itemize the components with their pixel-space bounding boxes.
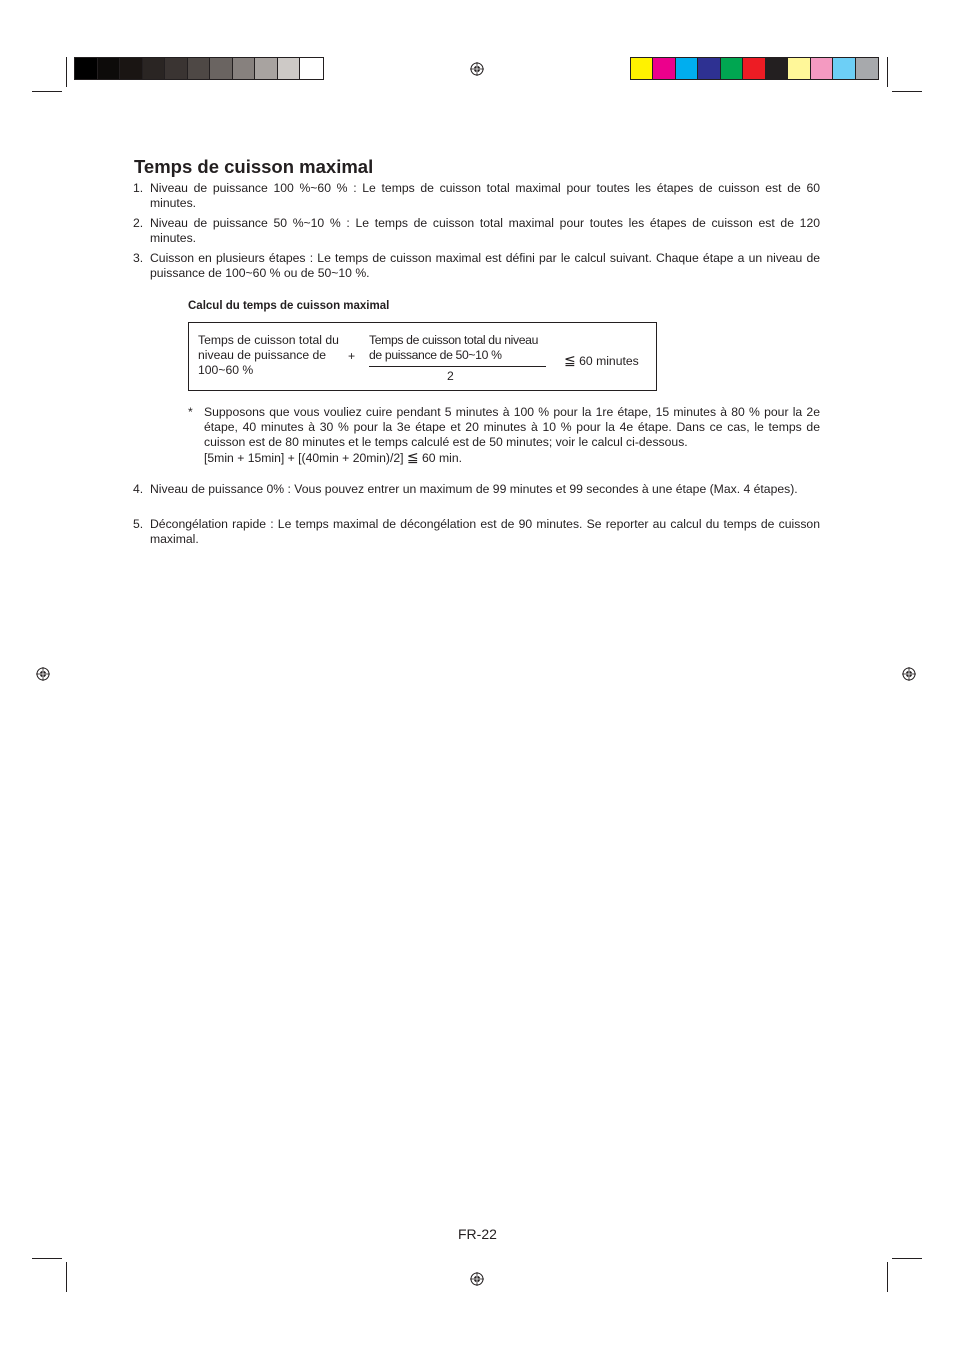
process-color-bar <box>630 57 879 80</box>
footnote-formula-result: 60 min. <box>422 451 462 465</box>
color-swatch <box>255 58 278 79</box>
list-item <box>133 517 820 547</box>
calc-result <box>564 352 639 369</box>
list-item <box>133 482 820 497</box>
registration-mark-icon <box>470 1272 484 1286</box>
list-item-text: Niveau de puissance 50 %~10 % : Le temps de cuisson total maximal pour toutes les étapes de cuisson est de 120 minutes. <box>150 216 820 245</box>
color-swatch <box>653 58 675 79</box>
registration-mark-icon <box>470 62 484 76</box>
list-item <box>133 251 820 281</box>
color-swatch <box>98 58 121 79</box>
list-item-text: Niveau de puissance 0% : Vous pouvez entrer un maximum de 99 minutes et 99 secondes à une étape (Max. 4 étapes). <box>150 482 798 496</box>
list-item-number: 1. <box>133 181 144 195</box>
color-swatch <box>75 58 98 79</box>
color-swatch <box>698 58 720 79</box>
color-swatch <box>143 58 166 79</box>
list-item-number: 4. <box>133 482 144 496</box>
calc-result-value: 60 minutes <box>579 354 639 368</box>
footnote-formula: [5min + 15min] + [(40min + 20min)/2] <box>204 451 404 465</box>
list-item-text: Décongélation rapide : Le temps maximal de décongélation est de 90 minutes. Se reporter au calcul du temps de cuisson maximal. <box>150 517 820 546</box>
footnote <box>188 405 820 466</box>
crop-mark-br-h <box>892 1258 922 1259</box>
crop-mark-tr-v <box>887 57 888 87</box>
color-swatch <box>676 58 698 79</box>
calc-heading: Calcul du temps de cuisson maximal <box>188 300 390 312</box>
footnote-text: Supposons que vous vouliez cuire pendant 5 minutes à 100 % pour la 1re étape, 15 minutes à 80 % pour la 2e étape, 40 minutes à 30 % pour la 3e étape et 20 minutes à 10 % pour la 4e étape. Dans ce cas, le temps de cuisson est de 80 minutes et le temps calculé est de 50 minutes; voir le calcul ci-dessous. <box>204 405 820 449</box>
color-swatch <box>811 58 833 79</box>
color-swatch <box>721 58 743 79</box>
color-swatch <box>233 58 256 79</box>
list-item <box>133 216 820 246</box>
list-item-text: Niveau de puissance 100 %~60 % : Le temps de cuisson total maximal pour toutes les étapes de cuisson est de 60 minutes. <box>150 181 820 210</box>
list-item-number: 3. <box>133 251 144 265</box>
list-item-number: 5. <box>133 517 144 531</box>
calc-denominator: 2 <box>447 369 454 383</box>
color-swatch <box>120 58 143 79</box>
color-swatch <box>833 58 855 79</box>
page-title: Temps de cuisson maximal <box>134 156 374 177</box>
crop-mark-br-v <box>887 1262 888 1292</box>
color-swatch <box>788 58 810 79</box>
registration-mark-icon <box>36 667 50 681</box>
fraction-bar <box>369 366 546 367</box>
color-swatch <box>856 58 878 79</box>
less-equal-symbol: ≦ <box>406 449 419 465</box>
crop-mark-bl-h <box>32 1258 62 1259</box>
color-swatch <box>188 58 211 79</box>
calc-formula-box <box>188 322 657 391</box>
color-swatch <box>278 58 301 79</box>
list-item <box>133 181 820 211</box>
crop-mark-tr-h <box>892 91 922 92</box>
grayscale-color-bar <box>74 57 324 80</box>
crop-mark-tl-h <box>32 91 62 92</box>
color-swatch <box>631 58 653 79</box>
calc-left-term: Temps de cuisson total du niveau de puissance de 100~60 % <box>198 333 339 377</box>
color-swatch <box>300 58 323 79</box>
crop-mark-tl-v <box>66 57 67 87</box>
color-swatch <box>165 58 188 79</box>
calc-numerator: Temps de cuisson total du niveau de puissance de 50~10 % <box>369 333 539 362</box>
list-item-text: Cuisson en plusieurs étapes : Le temps de cuisson maximal est défini par le calcul suivant. Chaque étape a un niveau de puissance de 100~60 % ou de 50~10 %. <box>150 251 820 280</box>
list-item-number: 2. <box>133 216 144 230</box>
registration-mark-icon <box>902 667 916 681</box>
page-number: FR-22 <box>458 1226 497 1242</box>
footnote-marker: * <box>188 405 193 419</box>
less-equal-symbol: ≦ <box>564 352 576 368</box>
crop-mark-bl-v <box>66 1262 67 1292</box>
calc-plus-sign: + <box>348 349 356 363</box>
color-swatch <box>743 58 765 79</box>
color-swatch <box>210 58 233 79</box>
color-swatch <box>766 58 788 79</box>
